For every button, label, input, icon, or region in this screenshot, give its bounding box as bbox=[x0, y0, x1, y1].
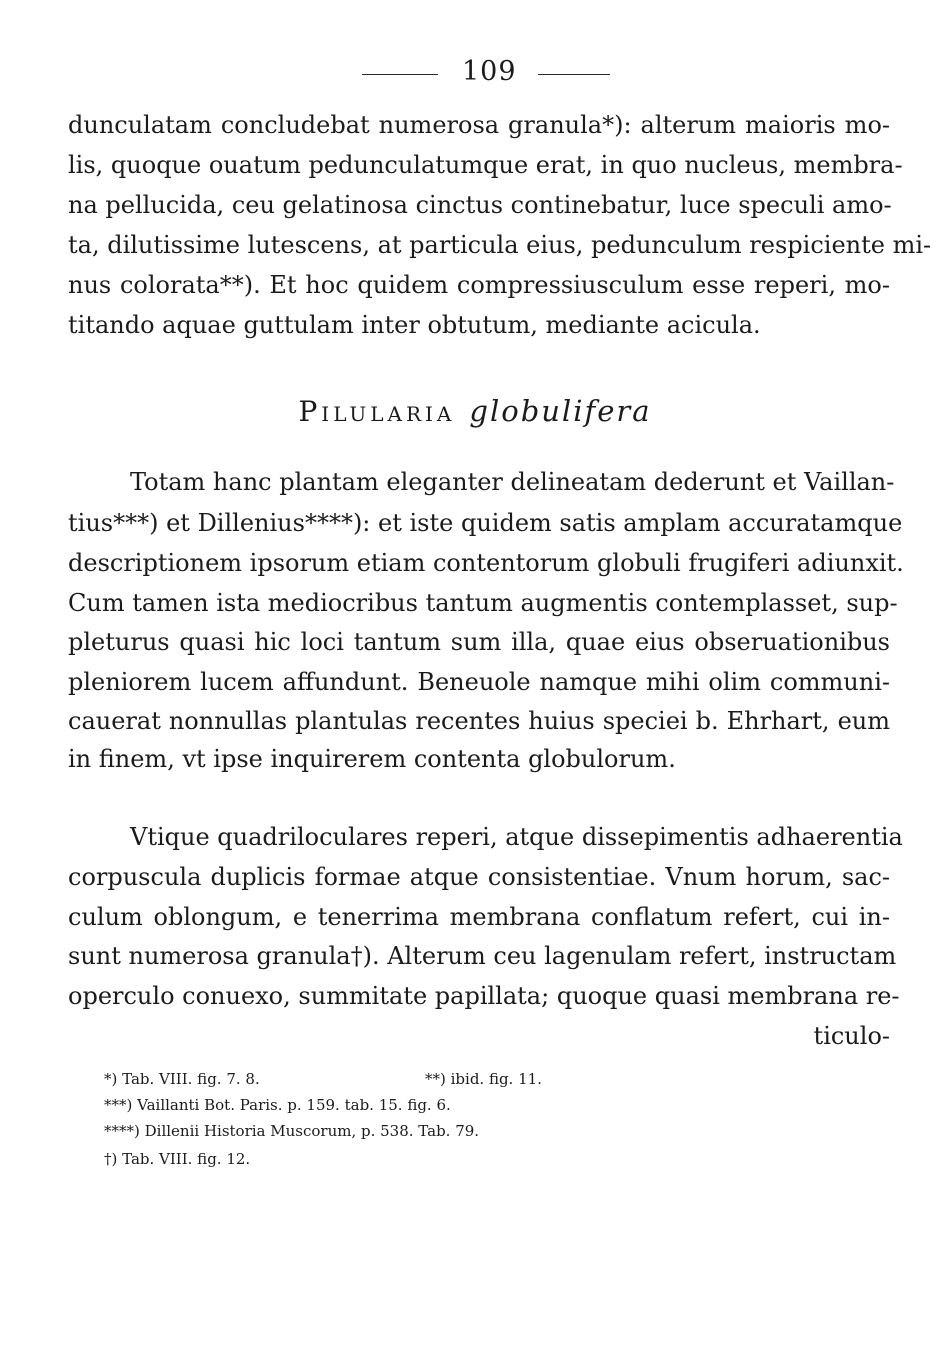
header-rule-right bbox=[538, 74, 610, 75]
page-header bbox=[0, 56, 950, 90]
text-line: dunculatam concludebat numerosa granula*): alterum maioris mo- bbox=[68, 111, 890, 139]
text-line: cauerat nonnullas plantulas recentes huius speciei b. Ehrhart, eum bbox=[68, 707, 890, 735]
text-line: Cum tamen ista mediocribus tantum augmentis contemplasset, sup- bbox=[68, 589, 898, 617]
text-line: pleniorem lucem affundunt. Beneuole namque mihi olim communi- bbox=[68, 668, 890, 696]
heading-species: globulifera bbox=[469, 394, 652, 428]
text-line: descriptionem ipsorum etiam contentorum globuli frugiferi adiunxit. bbox=[68, 549, 904, 577]
text-line: corpuscula duplicis formae atque consistentiae. Vnum horum, sac- bbox=[68, 863, 890, 891]
text-line: titando aquae guttulam inter obtutum, mediante acicula. bbox=[68, 311, 761, 339]
page-number: 109 bbox=[462, 56, 517, 87]
text-line: na pellucida, ceu gelatinosa cinctus continebatur, luce speculi amo- bbox=[68, 191, 892, 219]
text-line: lis, quoque ouatum pedunculatumque erat, in quo nucleus, membra- bbox=[68, 151, 903, 179]
text-line: in finem, vt ipse inquirerem contenta globulorum. bbox=[68, 745, 676, 773]
catchword: ticulo- bbox=[813, 1022, 890, 1050]
text-line: Vtique quadriloculares reperi, atque dissepimentis adhaerentia bbox=[130, 823, 903, 851]
footnote: ****) Dillenii Historia Muscorum, p. 538. Tab. 79. bbox=[104, 1122, 480, 1140]
text-line: operculo conuexo, summitate papillata; quoque quasi membrana re- bbox=[68, 982, 900, 1010]
text-line: sunt numerosa granula†). Alterum ceu lagenulam refert, instructam bbox=[68, 942, 897, 970]
text-line: ta, dilutissime lutescens, at particula eius, pedunculum respiciente mi- bbox=[68, 231, 932, 259]
footnote: ***) Vaillanti Bot. Paris. p. 159. tab. 15. fig. 6. bbox=[104, 1096, 451, 1114]
text-line: Totam hanc plantam eleganter delineatam dederunt et Vaillan- bbox=[130, 468, 895, 496]
header-rule-left bbox=[362, 74, 438, 75]
text-line: culum oblongum, e tenerrima membrana conflatum refert, cui in- bbox=[68, 903, 890, 931]
footnote: †) Tab. VIII. fig. 12. bbox=[104, 1150, 251, 1168]
text-line: nus colorata**). Et hoc quidem compressiusculum esse reperi, mo- bbox=[68, 271, 890, 299]
footnote: *) Tab. VIII. fig. 7. 8. bbox=[104, 1070, 260, 1088]
text-line: pleturus quasi hic loci tantum sum illa, quae eius obseruationibus bbox=[68, 628, 890, 656]
heading-genus: Pilularia bbox=[298, 395, 456, 428]
footnote: **) ibid. fig. 11. bbox=[425, 1070, 542, 1088]
text-line: tius***) et Dillenius****): et iste quidem satis amplam accuratamque bbox=[68, 509, 903, 537]
section-heading bbox=[0, 394, 950, 428]
